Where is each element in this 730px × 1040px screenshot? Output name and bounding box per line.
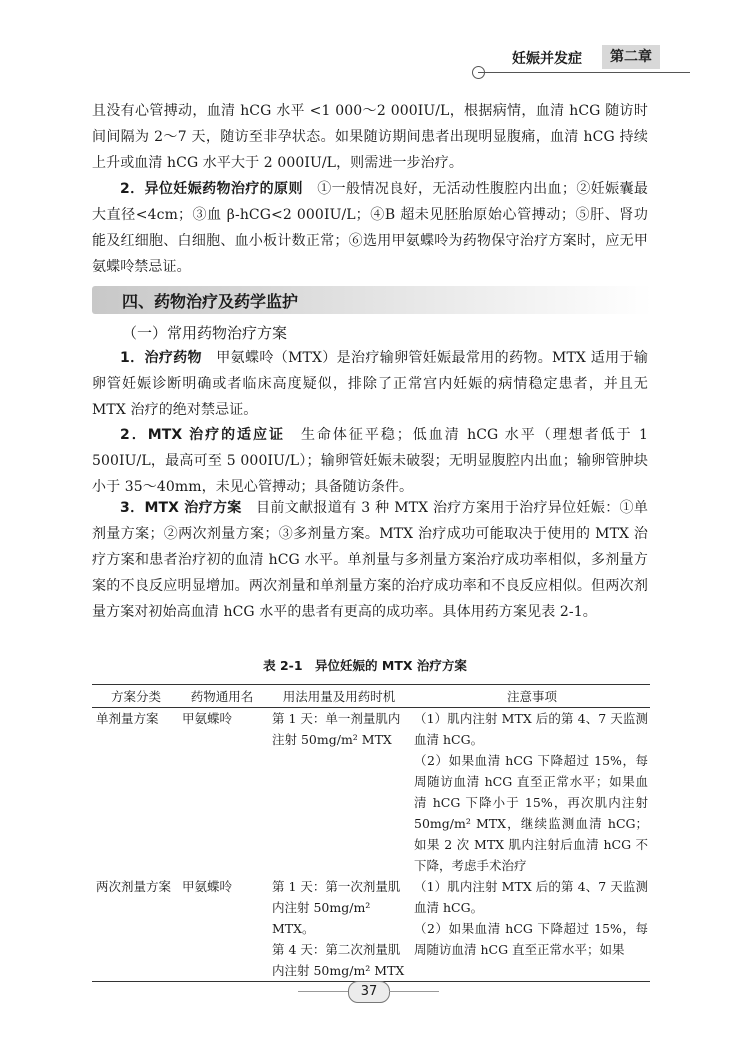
table-header-cell: 用法用量及用药时机: [264, 685, 414, 708]
table-note: （1）肌内注射 MTX 后的第 4、7 天监测血清 hCG。: [414, 879, 648, 915]
table-cell-plan: 单剂量方案: [96, 711, 159, 726]
table-usage-line: 第 1 天：第一次剂量肌内注射 50mg/m² MTX。: [272, 879, 401, 936]
running-header-title: 妊娠并发症: [512, 51, 582, 67]
table-header-cell: 药物通用名: [180, 685, 264, 708]
table-row: [92, 876, 650, 982]
section-heading: 四、药物治疗及药学监护: [122, 292, 299, 311]
table-cell-notes: [414, 876, 650, 982]
paragraph-regimens-text: 目前文献报道有 3 种 MTX 治疗方案用于治疗异位妊娠：①单剂量方案；②两次剂量方案；③多剂量方案。MTX 治疗成功可能取决于使用的 MTX 治疗方案和患者治疗初的血清 hCG 水平。单剂量与多剂量方案治疗成功率相似，多剂量方案的不良反应明显增加。两次剂量和单剂量方案的治疗成功率和不良反应相似。但两次剂量方案对初始高血清 hCG 水平的患者有更高的成功率。具体用药方案见表 2-1。: [92, 500, 648, 620]
paragraph-principles: [92, 176, 648, 280]
table-note: （2）如果血清 hCG 下降超过 15%，每周随访血清 hCG 直至正常水平；如果: [414, 921, 648, 957]
table-usage-line: 第 4 天：第二次剂量肌内注射 50mg/m² MTX: [272, 942, 405, 978]
table-cell-drug: 甲氨蝶呤: [180, 876, 264, 982]
table-note: （1）肌内注射 MTX 后的第 4、7 天监测血清 hCG。: [414, 711, 648, 747]
paragraph-principles-text: ①一般情况良好，无活动性腹腔内出血；②妊娠囊最大直径<4cm；③血 β-hCG<2 000IU/L；④B 超未见胚胎原始心管搏动；⑤肝、肾功能及红细胞、白细胞、血小板计数正常；⑥选用甲氨蝶呤为药物保守治疗方案时，应无甲氨蝶呤禁忌证。: [92, 181, 648, 275]
table-cell-drug: 甲氨蝶呤: [182, 711, 233, 726]
paragraph-drugs-text: 甲氨蝶呤（MTX）是治疗输卵管妊娠最常用的药物。MTX 适用于输卵管妊娠诊断明确或者临床高度疑似，排除了正常宫内妊娠的病情稳定患者，并且无 MTX 治疗的绝对禁忌证。: [92, 350, 648, 418]
chapter-badge: 第二章: [602, 45, 660, 69]
paragraph-drugs-label: 1．治疗药物: [120, 350, 202, 366]
subsection-heading: （一）常用药物治疗方案: [122, 324, 288, 342]
paragraph-indications-label: 2．MTX 治疗的适应证: [120, 427, 285, 443]
table-row: [92, 708, 650, 877]
table-caption: 表 2-1 异位妊娠的 MTX 治疗方案: [263, 658, 467, 673]
mtx-regimen-table: [92, 684, 650, 982]
table-cell-plan: 两次剂量方案: [92, 876, 180, 982]
page-number-rule-left: [298, 991, 348, 992]
table-cell-usage: [264, 876, 414, 982]
table-cell-notes: [414, 708, 650, 877]
table-header-cell: 方案分类: [92, 685, 180, 708]
paragraph-indications-text: 生命体征平稳；低血清 hCG 水平（理想者低于 1 500IU/L，最高可至 5 000IU/L）；输卵管妊娠未破裂；无明显腹腔内出血；输卵管肿块小于 35～40mm，未见心管搏动；具备随访条件。: [92, 427, 648, 495]
paragraph-regimens: [92, 495, 648, 625]
table-cell-usage: 第 1 天：单一剂量肌内注射 50mg/m² MTX: [272, 711, 401, 747]
paragraph-indications: [92, 422, 648, 500]
page-number-rule-right: [389, 991, 439, 992]
table-note: （2）如果血清 hCG 下降超过 15%，每周随访血清 hCG 直至正常水平；如果血清 hCG 下降小于 15%，再次肌内注射 50mg/m² MTX，继续监测血清 hCG；如果 2 次 MTX 肌内注射后血清 hCG 不下降，考虑手术治疗: [414, 753, 648, 873]
paragraph-regimens-label: 3．MTX 治疗方案: [120, 500, 242, 516]
page-number: 37: [348, 981, 390, 1003]
paragraph-principles-label: 2．异位妊娠药物治疗的原则: [120, 181, 303, 197]
table-header-row: [92, 685, 650, 708]
paragraph-1: 且没有心管搏动，血清 hCG 水平 <1 000～2 000IU/L，根据病情，血清 hCG 随访时间间隔为 2～7 天，随访至非孕状态。如果随访期间患者出现明显腹痛，血清 hCG 持续上升或血清 hCG 水平大于 2 000IU/L，则需进一步治疗。: [92, 103, 648, 171]
paragraph-drugs: [92, 345, 648, 423]
table-header-cell: 注意事项: [414, 685, 650, 708]
header-rule: [478, 72, 690, 73]
